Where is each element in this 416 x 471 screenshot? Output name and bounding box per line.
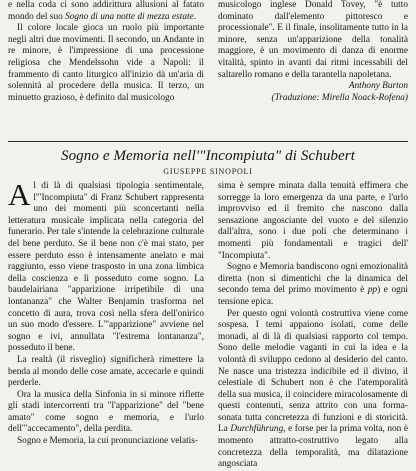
- paragraph: Al di là di qualsiasi tipologia sentimentale, l'"Incompiuta" di Franz Schubert rappresenta uno dei momenti più sconcertanti nella letteratura musicale implicata nella categoria del funerario. Per tale s'intende la celebrazione culturale del bene perduto. Se il bene non c'è mai stato, per essere perduto esso è intensamente anelato e mai raggiunto, esso viene trasposto in una zona limbica della coscienza e lì posseduto come sogno. La baudelairiana "apparizione irripetibile di una lontananza" che Walter Benjamin trasforma nel concetto di aura, trova così nella sfera dell'onirico un suo modo d'essere. L'"apparizione" avviene nel sogno e ivi, annullata "l'estrema lontananza", posseduto il bene.: [8, 177, 204, 354]
- paragraph: La realtà (il risveglio) significherà rimettere la benda al mondo delle cose amate, accecarle e quindi perderle.: [8, 354, 204, 389]
- paragraph: Sogno e Memoria bandiscono ogni emozionalità diretta (non si dimentichi che la dinamica del secondo tema del primo movimento è pp) e ogni tensione epica.: [218, 262, 408, 307]
- section-divider: [8, 141, 408, 142]
- bottom-left-column: [8, 177, 204, 448]
- paragraph: Il colore locale gioca un ruolo più importante negli altri due movimenti. Il secondo, un Andante in re minore, è l'impressione di una processione religiosa che Mendelssohn vide a Napoli: il frammento di canto liturgico all'inizio dà un'aria di solennità al procedere della musica. Il terzo, un minuetto grazioso, è definito dal musicologo: [8, 23, 204, 103]
- top-left-column: [8, 0, 204, 104]
- drop-cap: A: [8, 177, 31, 212]
- top-right-column: [218, 0, 408, 104]
- paragraph: Sogno e Memoria, la cui pronunciazione velatis-: [17, 436, 198, 447]
- paragraph: musicologo inglese Donald Tovey, "è tutto dominato dall'elemento pittoresco e processionale". E il finale, insolitamente tutto in la minore, senza un'apparizione della tonalità maggiore, è un movimento di danza di enorme vitalità, spinto in avanti dai ritmi incessabili del saltarello romano e della tarantella napoletana.: [218, 0, 408, 80]
- paragraph: Per questo ogni volontà costruttiva viene come sospesa. I temi appaiono isolati, come delle monadi, al di là di qualsiasi rapporto col tempo. Sono delle melodie vaganti in cui la idea e la volontà di sviluppo cedono al desiderio del canto. Ne nasce una tristezza indicibile ed il divino, il celestiale di Schubert non è che l'atemporalità della sua musica, il coincidere miracolosamente di questi contenuti, senza attrito con una forma-sonata tutta concretezza di funzioni e di storicità. La Durchführung, e forse per la prima volta, non è momento attratto-costruttivo legato alla concretezza della temporalità, ma dilatazione angosciata: [218, 308, 408, 470]
- essay-title: Sogno e Memoria nell'"Incompiuta" di Schubert: [60, 148, 355, 164]
- author-credit: Anthony Burton: [348, 81, 408, 92]
- paragraph: e nella coda ci sono addirittura allusioni al fatato mondo del suo Sogno di una notte di mezza estate.: [8, 0, 204, 22]
- paragraph: sima è sempre minata dalla tenuità effimera che sorregge la loro emergenza da una parte, e l'urlo improvviso ed il fremito che nascono dalla sensazione angosciante del vuoto e del silenzio dall'altra, sono i due poli che determinano i momenti più fondamentali e tragici dell' "Incompiuta".: [218, 181, 408, 261]
- paragraph: Ora la musica della Sinfonia in si minore riflette gli stadi intercorrenti tra "l'apparizione" del "bene amato" come sogno e memoria, e l'urlo dell'"accecamento", della perdita.: [8, 389, 204, 435]
- bottom-right-column: [218, 181, 408, 471]
- translation-credit: (Traduzione: Mirella Noack-Rofena): [271, 92, 408, 103]
- essay-author: GIUSEPPE SINOPOLI: [163, 167, 253, 176]
